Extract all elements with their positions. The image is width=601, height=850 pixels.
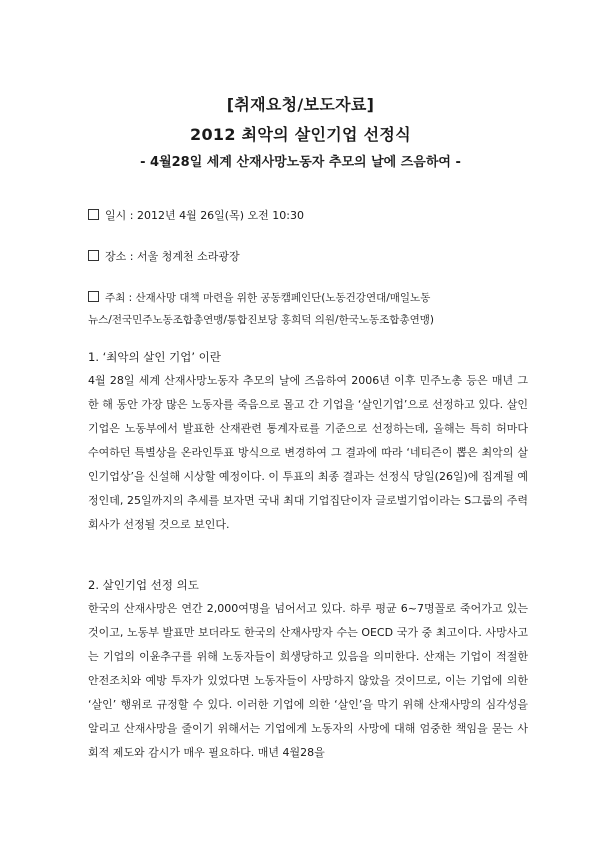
section-1 bbox=[88, 345, 528, 537]
section-body: 한국의 산재사망은 연간 2,000여명을 넘어서고 있다. 하루 평균 6~7명꼴로 죽어가고 있는 것이고, 노동부 발표만 보더라도 한국의 산재사망자 수는 OECD 국가 중 최고이다. 사망사고는 기업의 이윤추구를 위해 노동자들이 희생당하고 있음을 의미한다. 산재는 기업이 적절한 안전조치와 예방 투자가 있었다면 노동자들이 사망하지 않았을 것이므로, 이는 기업에 의한 ‘살인’ 행위로 규정할 수 있다. 이러한 기업에 의한 ‘살인’을 막기 위해 산재사망의 심각성을 알리고 산재사망을 줄이기 위해서는 기업에게 노동자의 사망에 대해 엄중한 책임을 묻는 사회적 제도와 감시가 매우 필요하다. 매년 4월28을 bbox=[88, 602, 528, 759]
info-host-line2: 뉴스/전국민주노동조합총연맹/통합진보당 홍희덕 의원/한국노동조합총연맹) bbox=[88, 314, 434, 326]
title-block bbox=[0, 90, 601, 176]
info-date-text: 일시 : 2012년 4월 26일(목) 오전 10:30 bbox=[105, 209, 304, 222]
document-title: 2012 최악의 살인기업 선정식 bbox=[190, 125, 411, 144]
checkbox-square-icon bbox=[88, 250, 99, 261]
document-subtitle: - 4월28일 세계 산재사망노동자 추모의 날에 즈음하여 - bbox=[140, 155, 461, 170]
document-tag: [취재요청/보도자료] bbox=[226, 95, 375, 114]
info-host-line1: 주최 : 산재사망 대책 마련을 위한 공동캠페인단(노동건강연대/매일노동 bbox=[105, 292, 431, 304]
section-body: 4월 28일 세계 산재사망노동자 추모의 날에 즈음하여 2006년 이후 민주노총 등은 매년 그 한 해 동안 가장 많은 노동자를 죽음으로 몰고 간 기업을 ‘살인기업’으로 선정하고 있다. 살인기업은 노동부에서 발표한 산재관련 통계자료를 기준으로 선정하는데, 올해는 특히 허마다 수여하던 특별상을 온라인투표 방식으로 변경하여 그 결과에 따라 ‘네티즌이 뽑은 최악의 살인기업상’을 신설해 시상할 예정이다. 이 투표의 최종 결과는 선정식 당일(26일)에 집계될 예정인데, 25일까지의 추세를 보자면 국내 최대 기업집단이자 글로벌기업이라는 S그룹의 주력회사가 선정될 것으로 보인다. bbox=[88, 374, 528, 531]
info-place bbox=[88, 246, 528, 268]
checkbox-square-icon bbox=[88, 209, 99, 220]
section-heading: 1. ‘최악의 살인 기업’ 이란 bbox=[88, 350, 221, 364]
section-heading: 2. 살인기업 선정 의도 bbox=[88, 578, 199, 592]
info-date bbox=[88, 205, 528, 227]
section-2 bbox=[88, 573, 528, 765]
info-place-text: 장소 : 서울 청계천 소라광장 bbox=[105, 250, 240, 263]
info-host bbox=[88, 287, 528, 331]
checkbox-square-icon bbox=[88, 291, 99, 302]
